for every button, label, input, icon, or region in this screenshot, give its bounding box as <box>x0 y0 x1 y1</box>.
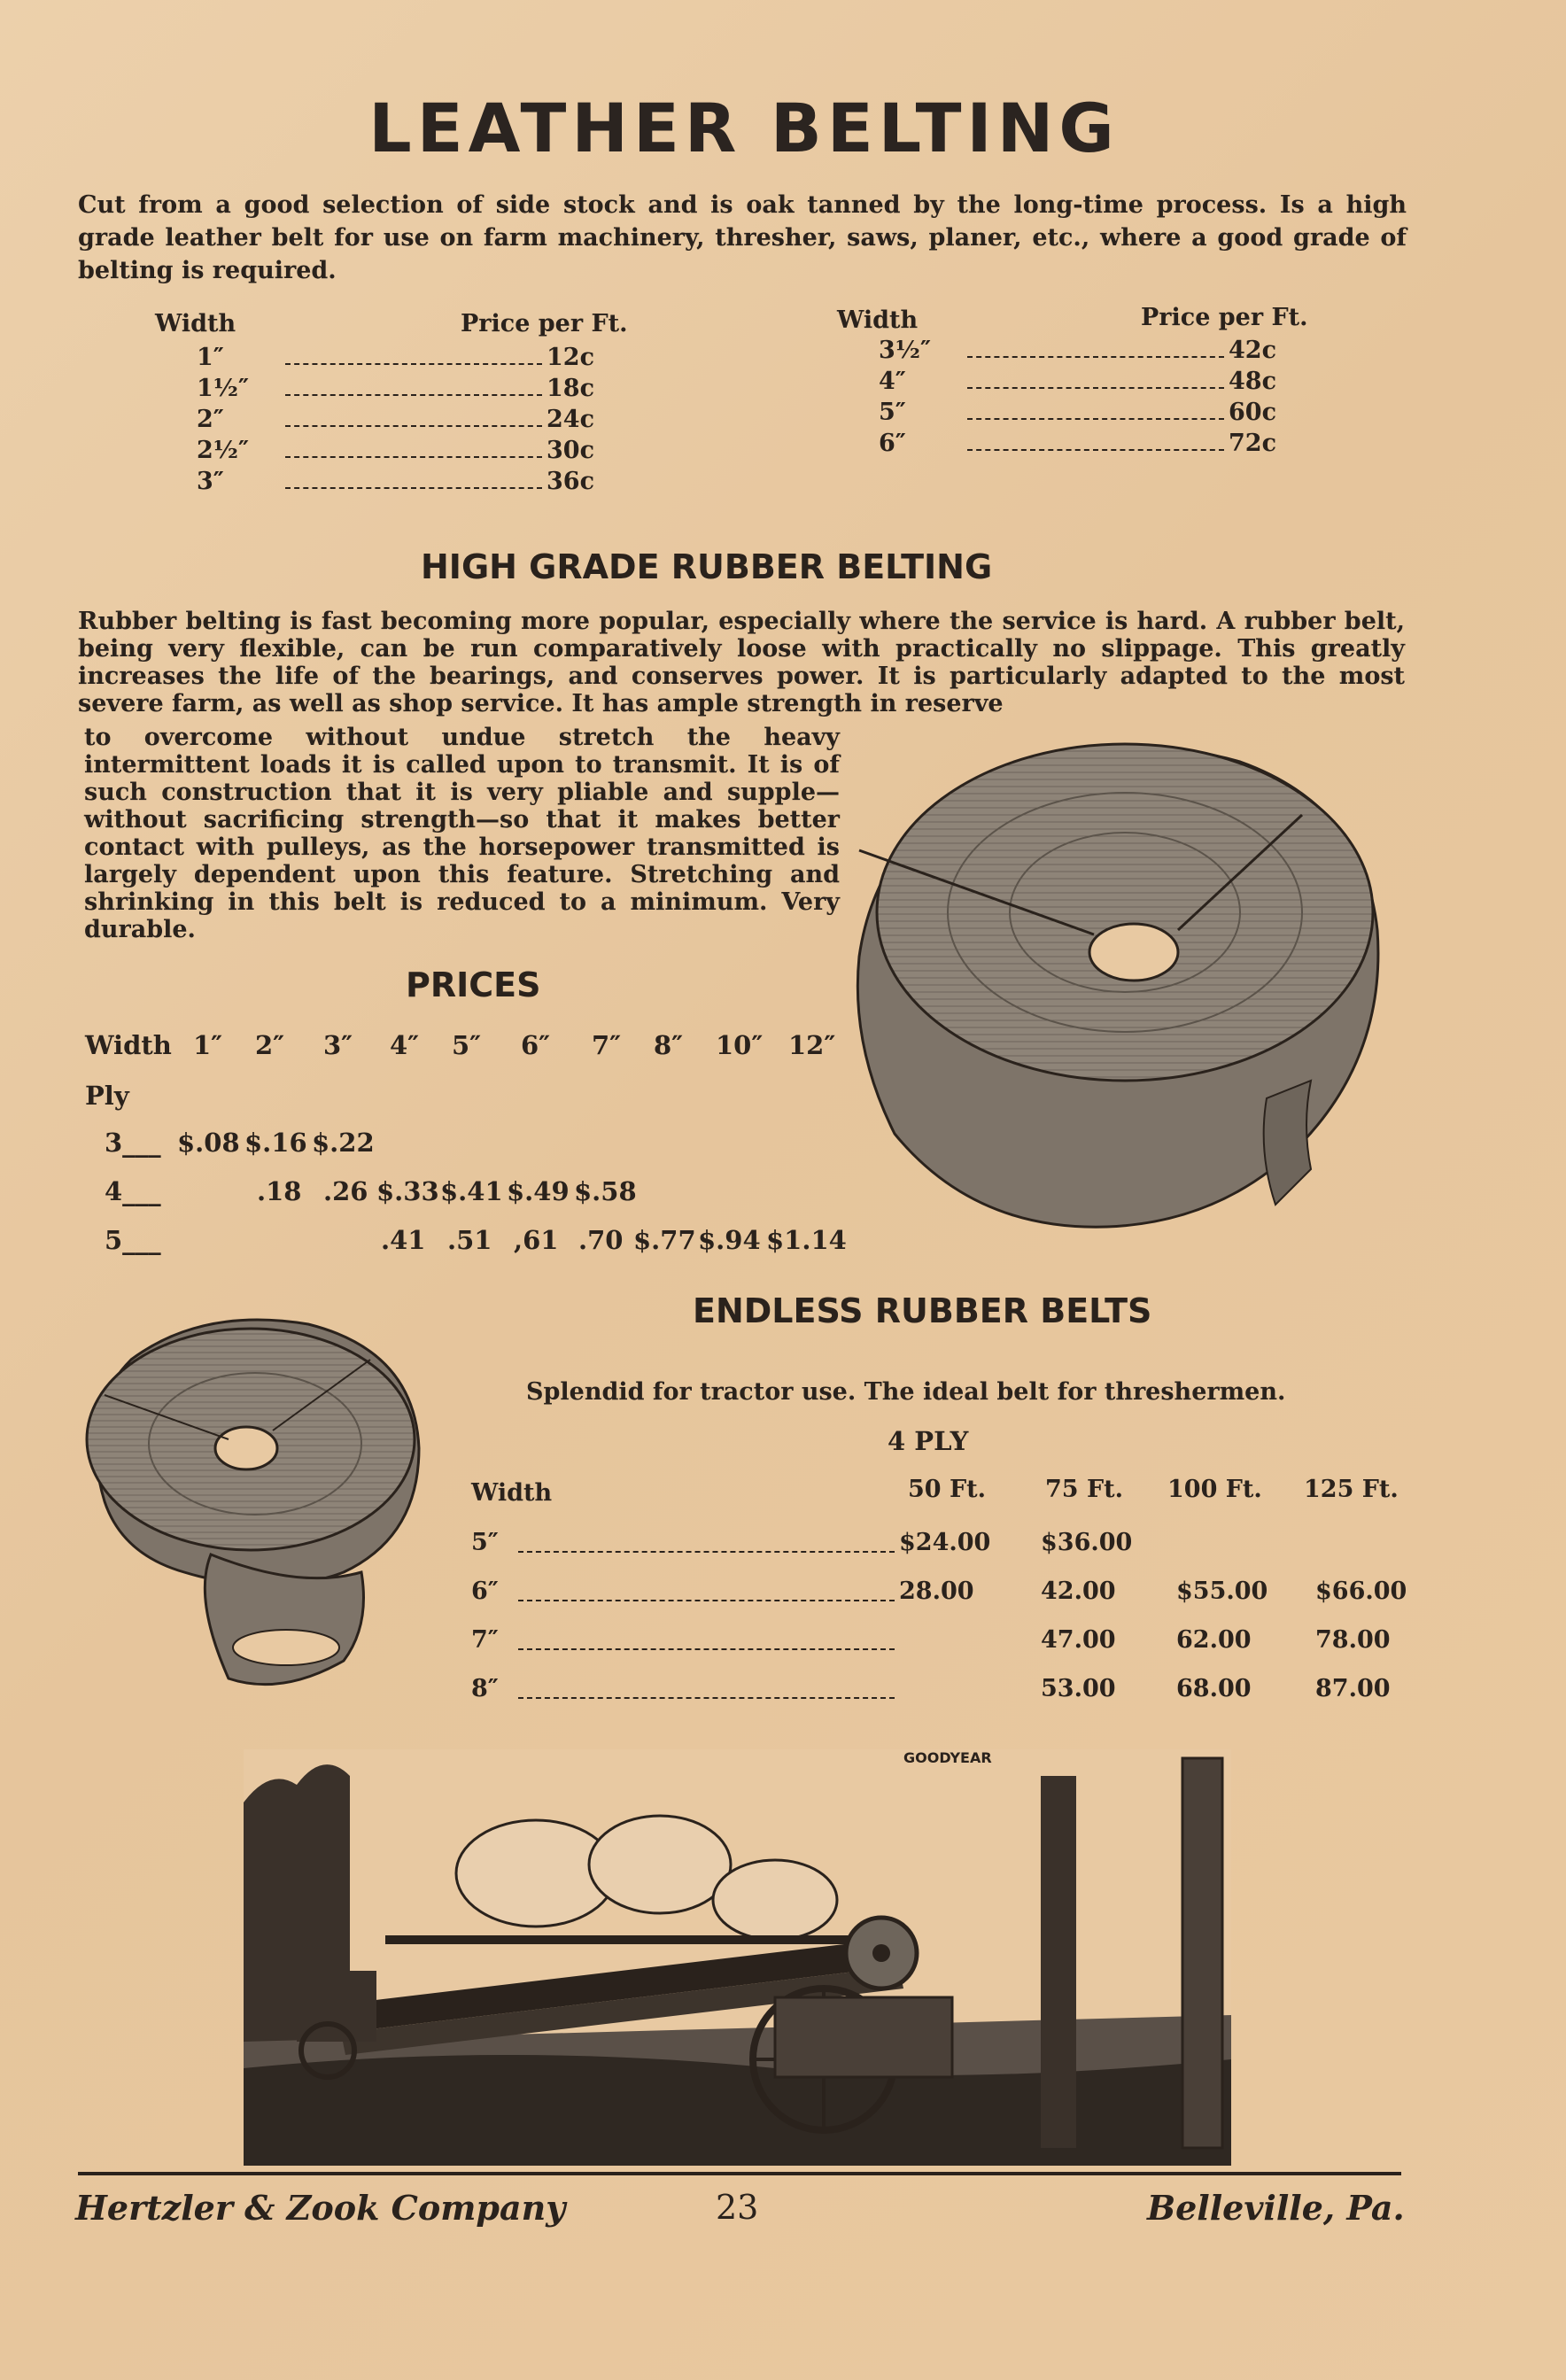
leather-belting-title: LEATHER BELTING <box>368 89 1120 167</box>
dotted-leader <box>285 456 542 458</box>
endless-price: $36.00 <box>1041 1529 1133 1556</box>
leather-price-row <box>197 406 817 436</box>
ply-price: .26 <box>323 1176 368 1206</box>
leather-price-row <box>197 437 817 467</box>
endless-ply-title: 4 PLY <box>888 1426 969 1456</box>
endless-price: 68.00 <box>1176 1675 1252 1702</box>
footer-rule <box>78 2172 1401 2175</box>
ply-price: ,61 <box>514 1225 559 1255</box>
leather-price-row <box>197 375 817 405</box>
leather-belting-intro: Cut from a good selection of side stock and is oak tanned by the long-time process. Is a high grade leather belt for use on farm machinery, thresher, saws, planer, etc., where a good grade of belting is required. <box>78 191 1407 284</box>
leather-price-row <box>197 468 817 498</box>
dotted-leader <box>967 418 1224 420</box>
ply-price: $.49 <box>507 1176 570 1206</box>
prices-width-value: 7″ <box>592 1030 622 1060</box>
prices-width-label: Width <box>85 1030 172 1060</box>
endless-width-value: 8″ <box>471 1675 499 1702</box>
leather-price-row <box>197 344 817 374</box>
width-value: 1″ <box>197 344 224 371</box>
prices-ply-label: Ply <box>85 1081 129 1111</box>
prices-width-value: 6″ <box>521 1030 551 1060</box>
width-value: 2½″ <box>197 437 250 464</box>
endless-width-value: 6″ <box>471 1578 499 1605</box>
ply-price: $.41 <box>440 1176 503 1206</box>
endless-price: 42.00 <box>1041 1578 1116 1605</box>
price-value: 48c <box>1229 368 1277 395</box>
endless-column-header: 100 Ft. <box>1167 1476 1262 1503</box>
prices-width-value: 3″ <box>323 1030 353 1060</box>
width-value: 4″ <box>879 368 906 395</box>
prices-width-value: 4″ <box>390 1030 420 1060</box>
ply-label: 4___ <box>105 1176 161 1206</box>
endless-belt-illustration <box>78 1306 428 1705</box>
endless-width-value: 7″ <box>471 1626 499 1654</box>
ply-price: $.08 <box>177 1128 240 1158</box>
ply-price: $.58 <box>574 1176 637 1206</box>
rubber-belt-roll-illustration <box>841 726 1391 1258</box>
leather-price-row <box>879 368 1499 398</box>
price-value: 18c <box>547 375 595 402</box>
width-value: 5″ <box>879 399 906 426</box>
dotted-leader <box>967 449 1224 451</box>
ply-price: $.77 <box>633 1225 696 1255</box>
dotted-leader <box>285 394 542 396</box>
endless-subtitle: Splendid for tractor use. The ideal belt for threshermen. <box>526 1378 1286 1406</box>
prices-width-value: 8″ <box>654 1030 684 1060</box>
goodyear-logo: GOODYEAR <box>903 1749 992 1766</box>
footer-location: Belleville, Pa. <box>1147 2188 1405 2228</box>
endless-column-header: 50 Ft. <box>908 1476 987 1503</box>
endless-column-header: 75 Ft. <box>1045 1476 1124 1503</box>
ply-price: .18 <box>257 1176 302 1206</box>
dotted-leader <box>967 387 1224 389</box>
rubber-belting-title: HIGH GRADE RUBBER BELTING <box>421 547 993 586</box>
prices-title: PRICES <box>406 965 541 1004</box>
endless-price: 47.00 <box>1041 1626 1116 1654</box>
footer-page-number: 23 <box>716 2188 759 2227</box>
ply-price: $1.14 <box>766 1225 847 1255</box>
ply-label: 3___ <box>105 1128 161 1158</box>
rubber-belting-paragraph-narrow: to overcome without undue stretch the heavy intermittent loads it is called upon to transmit. It is of such construction that it is very pliable and supple—without sacrificing strength—so that it makes better contact with pulleys, as the horsepower transmitted is largely dependent upon this feature. Stretching and shrinking in this belt is reduced to a minimum. Very durable. <box>84 724 840 943</box>
prices-width-value: 2″ <box>255 1030 285 1060</box>
price-value: 60c <box>1229 399 1277 426</box>
farm-belt-scene-illustration <box>244 1749 1231 2166</box>
price-value: 36c <box>547 468 595 495</box>
ply-price: $.94 <box>698 1225 761 1255</box>
leather-right-width-header: Width <box>837 306 919 334</box>
endless-price: 62.00 <box>1176 1626 1252 1654</box>
footer-company: Hertzler & Zook Company <box>75 2188 566 2228</box>
leather-left-price-header: Price per Ft. <box>461 310 628 337</box>
endless-price: 78.00 <box>1315 1626 1391 1654</box>
endless-price: 28.00 <box>899 1578 974 1605</box>
endless-belts-title: ENDLESS RUBBER BELTS <box>693 1291 1152 1330</box>
endless-width-value: 5″ <box>471 1529 499 1556</box>
endless-price: $55.00 <box>1176 1578 1268 1605</box>
endless-price: 53.00 <box>1041 1675 1116 1702</box>
prices-width-value: 5″ <box>452 1030 482 1060</box>
endless-width-header: Width <box>471 1479 553 1507</box>
endless-price: 87.00 <box>1315 1675 1391 1702</box>
price-value: 24c <box>547 406 595 433</box>
ply-price: .51 <box>447 1225 492 1255</box>
price-value: 30c <box>547 437 595 464</box>
width-value: 3½″ <box>879 337 932 364</box>
price-value: 42c <box>1229 337 1277 364</box>
width-value: 2″ <box>197 406 224 433</box>
price-value: 72c <box>1229 430 1277 457</box>
endless-column-header: 125 Ft. <box>1304 1476 1399 1503</box>
dotted-leader <box>518 1600 895 1601</box>
price-value: 12c <box>547 344 595 371</box>
rubber-belting-paragraph: Rubber belting is fast becoming more popular, especially where the service is hard. A rubber belt, being very flexible, can be run comparatively loose with practically no slippage. This greatly increases the life of the bearings, and conserves power. It is particularly adapted to the most severe farm, as well as shop service. It has ample strength in reserve <box>78 608 1405 717</box>
leather-price-row <box>879 337 1499 367</box>
leather-price-row <box>879 430 1499 460</box>
dotted-leader <box>518 1551 895 1553</box>
dotted-leader <box>967 356 1224 358</box>
dotted-leader <box>285 363 542 365</box>
width-value: 6″ <box>879 430 906 457</box>
ply-price: $.22 <box>312 1128 375 1158</box>
ply-price: $.33 <box>376 1176 439 1206</box>
leather-price-row <box>879 399 1499 429</box>
ply-price: .70 <box>578 1225 624 1255</box>
prices-width-value: 10″ <box>716 1030 764 1060</box>
dotted-leader <box>518 1648 895 1650</box>
prices-width-value: 1″ <box>193 1030 223 1060</box>
ply-price: .41 <box>381 1225 426 1255</box>
leather-right-price-header: Price per Ft. <box>1141 304 1308 331</box>
dotted-leader <box>518 1697 895 1699</box>
dotted-leader <box>285 425 542 427</box>
leather-left-width-header: Width <box>155 310 236 337</box>
endless-price: $66.00 <box>1315 1578 1407 1605</box>
dotted-leader <box>285 487 542 489</box>
ply-label: 5___ <box>105 1225 161 1255</box>
endless-price: $24.00 <box>899 1529 991 1556</box>
ply-price: $.16 <box>244 1128 307 1158</box>
prices-width-value: 12″ <box>788 1030 836 1060</box>
width-value: 3″ <box>197 468 224 495</box>
width-value: 1½″ <box>197 375 250 402</box>
